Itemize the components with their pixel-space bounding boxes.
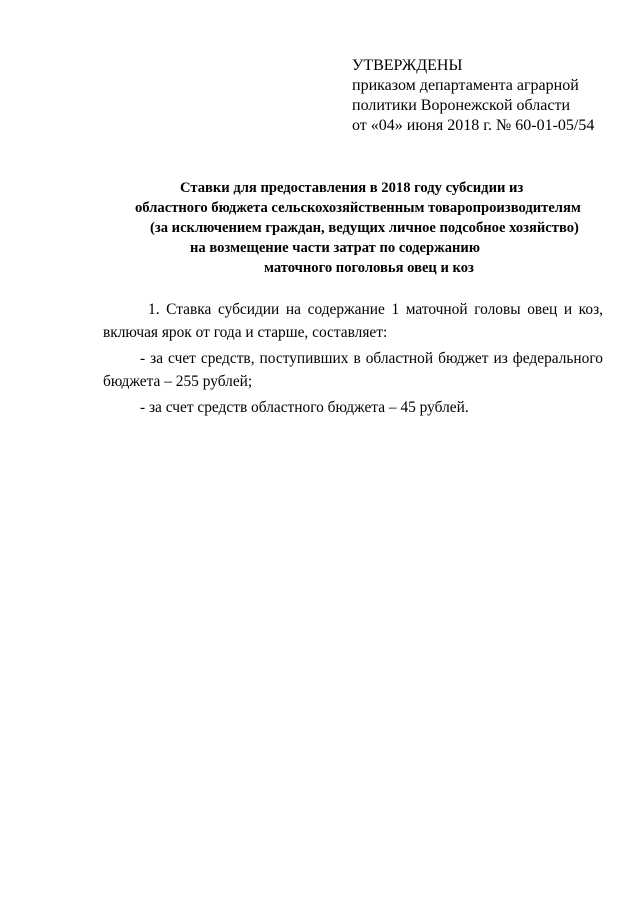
- approval-line: приказом департамента аграрной: [352, 77, 579, 94]
- list-item: - за счет средств областного бюджета – 45 рублей.: [140, 399, 469, 416]
- title-line: (за исключением граждан, ведущих личное подсобное хозяйство): [150, 220, 579, 236]
- title-line: областного бюджета сельскохозяйственным товаропроизводителям: [135, 200, 581, 216]
- approval-order-line: от «04» июня 2018 г. № 60-01-05/54: [352, 117, 595, 134]
- list-item-line: бюджета – 255 рублей;: [103, 373, 253, 390]
- title-line: маточного поголовья овец и коз: [264, 260, 474, 276]
- paragraph-line: 1. Ставка субсидии на содержание 1 маточной головы овец и коз,: [148, 301, 603, 318]
- approval-stamp: [352, 56, 622, 136]
- title-line: Ставки для предоставления в 2018 году субсидии из: [180, 180, 524, 196]
- paragraph-line: включая ярок от года и старше, составляет:: [103, 324, 388, 341]
- approval-line: политики Воронежской области: [352, 97, 570, 114]
- list-item-line: - за счет средств, поступивших в областной бюджет из федерального: [140, 350, 603, 367]
- title-line: на возмещение части затрат по содержанию: [190, 240, 480, 256]
- approval-heading: УТВЕРЖДЕНЫ: [352, 57, 463, 74]
